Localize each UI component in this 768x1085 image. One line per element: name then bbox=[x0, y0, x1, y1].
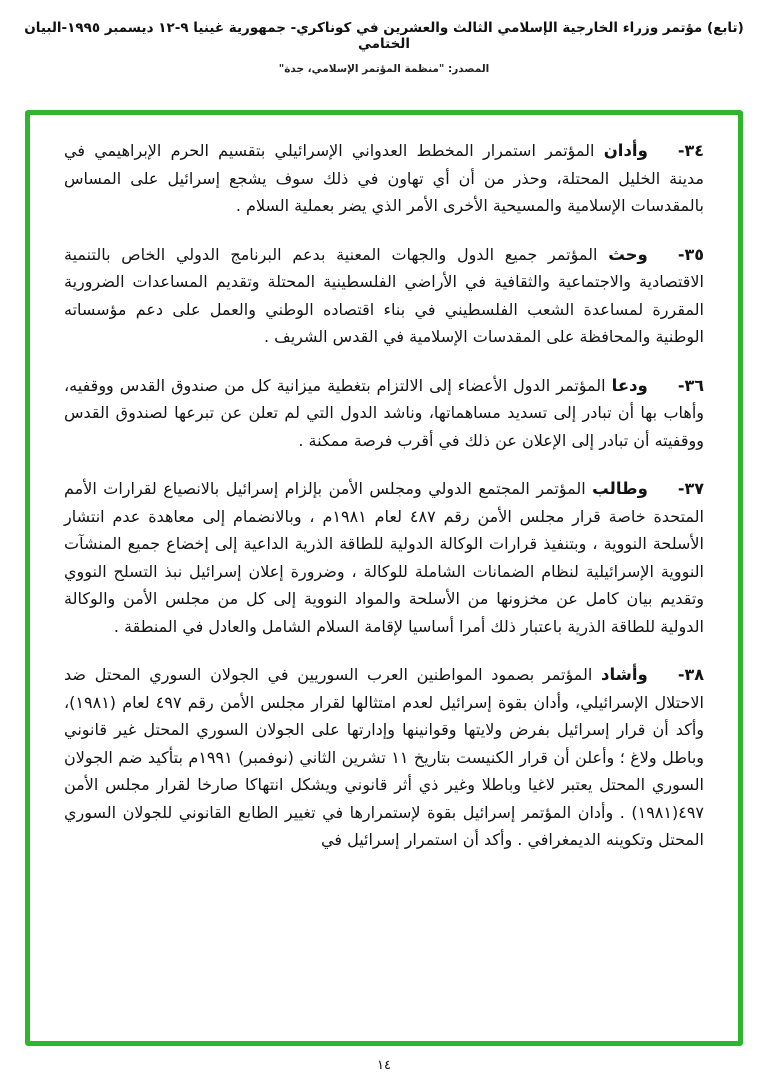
paragraph-text: المؤتمر الدول الأعضاء إلى الالتزام بتغطية ميزانية كل من صندوق القدس ووقفيه، وأهاب بها أن تبادر إلى تسديد مساهماتها، وناشد الدول التي لم تعلن عن تبرعها لصندوق القدس ووقفيته أن تبادر إلى الإعلان عن ذلك في أقرب فرصة ممكنة . bbox=[64, 375, 704, 450]
paragraph bbox=[64, 661, 704, 854]
paragraph-lead-word: وأشاد bbox=[601, 665, 648, 684]
paragraph-lead-word: وحث bbox=[608, 244, 648, 264]
page-header bbox=[0, 0, 768, 75]
paragraph-lead-word: ودعا bbox=[611, 375, 648, 395]
paragraph-number: ٣٧- bbox=[677, 479, 704, 498]
header-title: (تابع) مؤتمر وزراء الخارجية الإسلامي الثالث والعشرين في كوناكري- جمهورية غينيا ٩-١٢ ديسمبر ١٩٩٥-البيان الختامي bbox=[24, 20, 744, 52]
paragraph-text: المؤتمر جميع الدول والجهات المعنية بدعم البرنامج الدولي الخاص بالتنمية الاقتصادية والاجتماعية والثقافية في الأراضي الفلسطينية المحتلة وتقديم المساعدات الضرورية المقررة لمساعدة الشعب الفلسطيني في بناء اقتصاده الوطني والعمل على دعم مؤسساته الوطنية والمحافظة على المقدسات الإسلامية في القدس الشريف . bbox=[64, 244, 704, 346]
content-frame bbox=[25, 110, 743, 1046]
paragraph-text: المؤتمر بصمود المواطنين العرب السوريين في الجولان السوري المحتل ضد الاحتلال الإسرائيلي، وأدان بقوة إسرائيل لعدم امتثالها لقرار مجلس الأمن رقم ٤٩٧ لعام (١٩٨١)، وأكد أن قرار إسرائيل بفرض ولايتها وقوانينها وإدارتها على الجولان السوري المحتل غير قانوني وباطل ولاغ ؛ وأعلن أن قرار الكنيست بتاريخ ١١ تشرين الثاني (نوفمبر) ١٩٩١م بتأكيد ضم الجولان السوري المحتل يعتبر لاغيا وباطلا وغير ذي أثر قانوني ويشكل انتهاكا صارخا لقرار مجلس الأمن ٤٩٧(١٩٨١) . وأدان المؤتمر إسرائيل بقوة لإستمرارها في تغيير الطابع القانوني للجولان السوري المحتل وتكوينه الديمغرافي . وأكد أن استمرار إسرائيل في bbox=[64, 665, 705, 849]
paragraph-number: ٣٤- bbox=[677, 141, 704, 160]
paragraph bbox=[64, 241, 704, 351]
paragraph-lead-word: وأدان bbox=[603, 141, 648, 160]
paragraph-number: ٣٨- bbox=[677, 665, 704, 684]
paragraph-number: ٣٦- bbox=[677, 375, 704, 395]
paragraph-text: المؤتمر استمرار المخطط العدواني الإسرائيلي بتقسيم الحرم الإبراهيمي في مدينة الخليل المحتلة، وحذر من أن أي تهاون في ذلك سوف يشجع إسرائيل على المساس بالمقدسات الإسلامية والمسيحية الأخرى الأمر الذي يضر بعملية السلام . bbox=[64, 141, 704, 215]
paragraph-text: المؤتمر المجتمع الدولي ومجلس الأمن بإلزام إسرائيل بالانصياع لقرارات الأمم المتحدة خاصة قرار مجلس الأمن رقم ٤٨٧ لعام ١٩٨١م ، وبالانضمام إلى معاهدة عدم انتشار الأسلحة النووية ، وبتنفيذ قرارات الوكالة الدولية للطاقة الذرية الداعية إلى إخضاع جميع المنشآت النووية الإسرائيلية لنظام الضمانات الشاملة للوكالة ، وضرورة إعلان إسرائيل نبذ التسلح النووي وتقديم بيان كامل عن مخزونها من الأسلحة والمواد النووية إلى كل من مجلس الأمن والوكالة الدولية للطاقة الذرية باعتبار ذلك أمرا أساسيا لإقامة السلام الشامل والعادل في المنطقة . bbox=[64, 479, 704, 636]
page-number: ١٤ bbox=[377, 1058, 391, 1073]
paragraph-lead-word: وطالب bbox=[592, 479, 648, 498]
paragraph bbox=[64, 475, 704, 640]
paragraph bbox=[64, 137, 704, 220]
header-source-note: المصدر: "منظمة المؤتمر الإسلامي، جدة" bbox=[278, 63, 490, 75]
paragraph bbox=[64, 372, 704, 455]
paragraph-number: ٣٥- bbox=[677, 244, 704, 264]
